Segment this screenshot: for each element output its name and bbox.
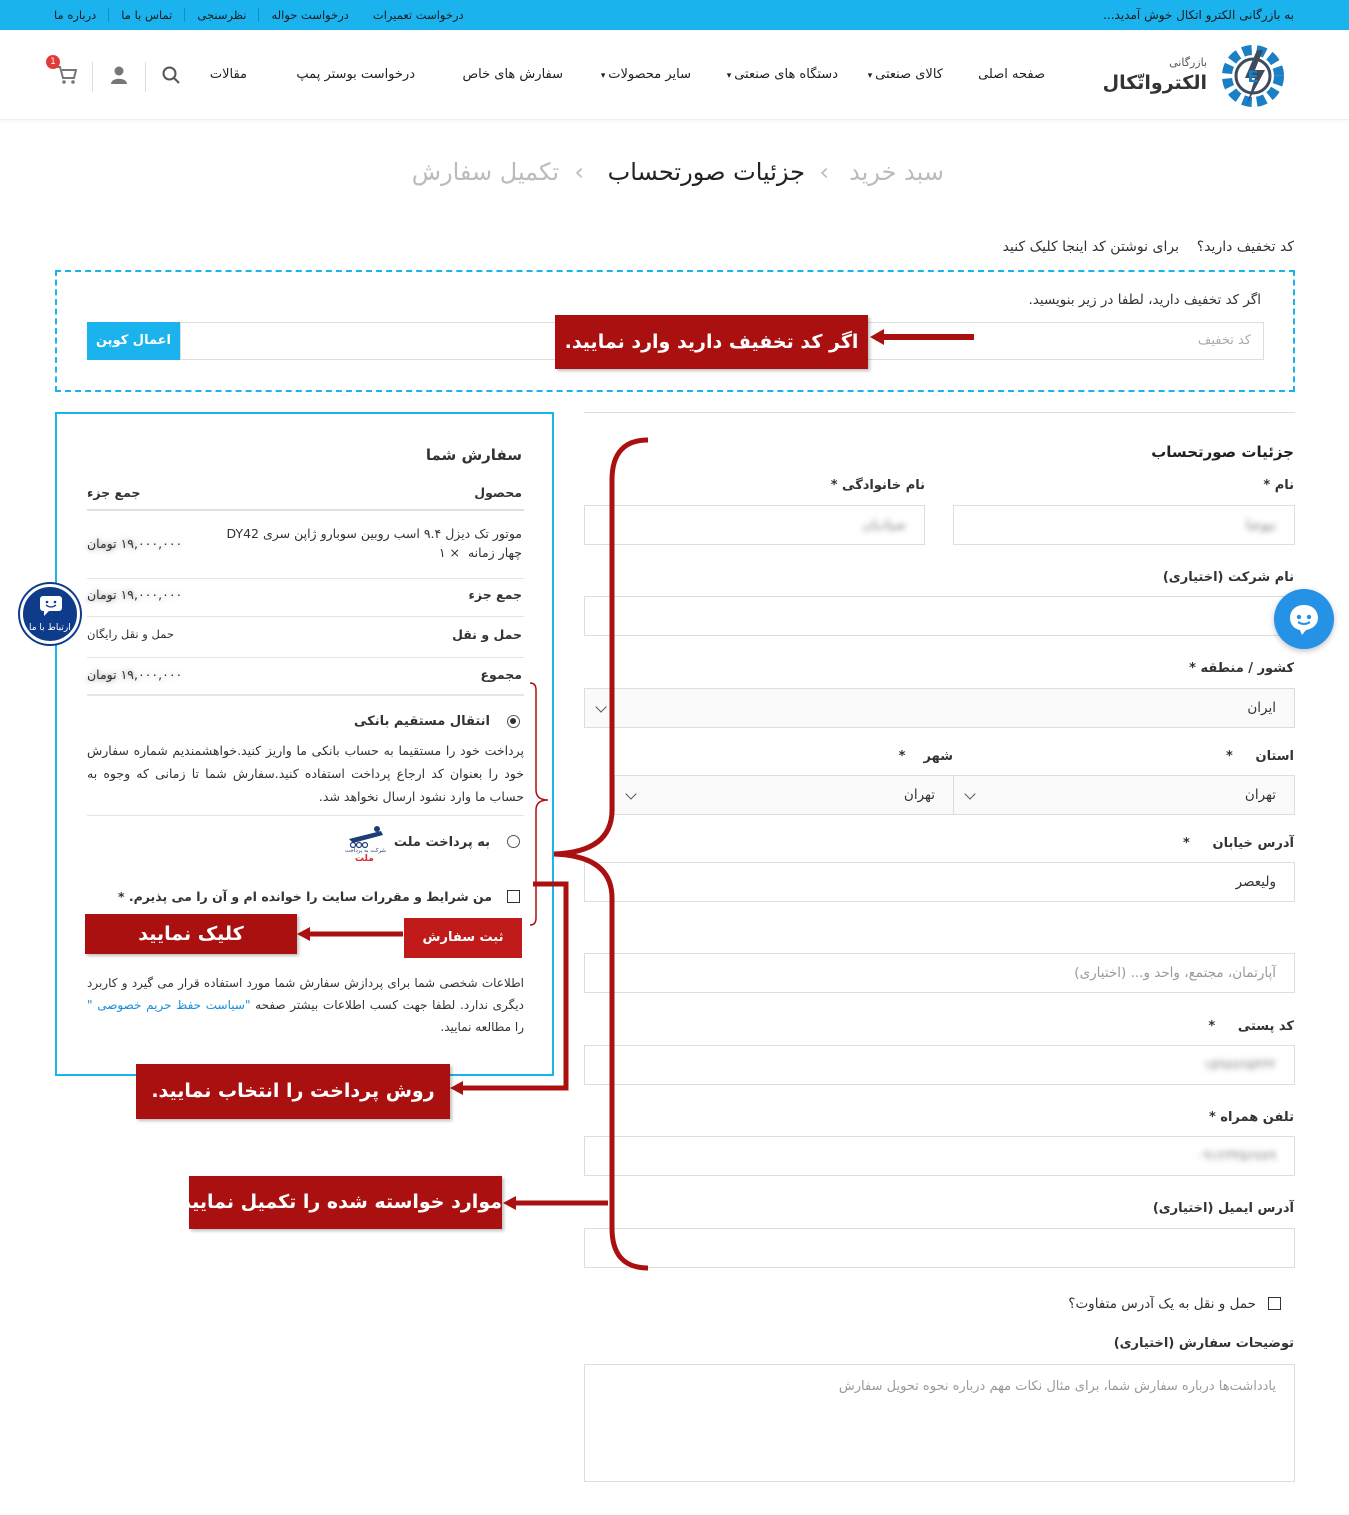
chat-bubble-icon xyxy=(39,595,63,617)
row-divider xyxy=(87,657,524,658)
cart-icon[interactable] xyxy=(56,65,78,85)
mellat-radio[interactable] xyxy=(507,835,520,848)
nav-industrial-devices[interactable] xyxy=(727,67,838,82)
brand-subtitle: بازرگانی xyxy=(1169,56,1207,69)
email-field[interactable] xyxy=(584,1228,1295,1268)
contact-us-widget[interactable] xyxy=(20,584,80,644)
row-divider xyxy=(87,815,524,816)
first-name-field[interactable] xyxy=(953,505,1295,545)
phone-value: ۰۹۱۲۳۴۵۶۷۸۹ xyxy=(1196,1148,1276,1164)
shipping-value: حمل و نقل رایگان xyxy=(87,627,174,641)
product-qty: × ۱ xyxy=(438,545,461,560)
chevron-down-icon xyxy=(595,701,606,712)
bank-transfer-label[interactable]: انتقال مستقیم بانکی xyxy=(353,714,490,729)
required-mark: * xyxy=(830,478,838,493)
country-value: ایران xyxy=(1247,700,1276,716)
annotation-fields: موارد خواسته شده را تکمیل نمایید xyxy=(189,1176,502,1229)
apply-coupon-button[interactable]: اعمال کوپن xyxy=(87,322,180,360)
site-logo[interactable] xyxy=(1102,40,1289,112)
nav-industrial-goods-label: کالای صنعتی xyxy=(875,67,943,82)
country-label xyxy=(1189,661,1294,676)
chevron-down-icon: ▾ xyxy=(726,71,735,81)
nav-articles[interactable]: مقالات xyxy=(209,67,247,82)
privacy-policy-link[interactable]: "سیاست حفظ حریم خصوصی " xyxy=(87,998,251,1012)
email-label: آدرس ایمیل (اختیاری) xyxy=(1152,1201,1294,1216)
annotation-click: کلیک نمایید xyxy=(85,914,297,954)
coupon-input[interactable]: کد تخفیف xyxy=(180,322,1264,360)
privacy-text: اطلاعات شخصی شما برای پردازش سفارش شما مورد استفاده قرار می گیرد و کاربرد دیگری ندارد. لطفا جهت کسب اطلاعات بیشتر صفحه xyxy=(87,976,524,1012)
coupon-toggle-link[interactable]: برای نوشتن کد اینجا کلیک کنید xyxy=(1002,239,1179,255)
state-label xyxy=(1226,749,1294,764)
subtotal-value: ۱۹,۰۰۰,۰۰۰ تومان xyxy=(87,587,183,602)
order-header-divider xyxy=(87,509,524,511)
state-value: تهران xyxy=(1244,787,1276,803)
breadcrumb-separator: › xyxy=(574,158,584,186)
row-divider xyxy=(87,578,524,579)
ship-different-label: حمل و نقل به یک آدرس متفاوت؟ xyxy=(1068,1296,1256,1312)
street-label xyxy=(1183,836,1294,851)
top-links xyxy=(42,8,476,22)
state-select[interactable] xyxy=(953,775,1295,815)
section-divider xyxy=(584,412,1295,413)
total-label: مجموع xyxy=(480,667,522,682)
breadcrumb-complete: تکمیل سفارش xyxy=(411,158,559,186)
chevron-down-icon: ▾ xyxy=(867,71,876,81)
product-name-line2 xyxy=(439,545,522,560)
col-subtotal: جمع جزء xyxy=(87,485,141,500)
required-mark: * xyxy=(1263,478,1271,493)
last-name-field[interactable] xyxy=(584,505,925,545)
bank-transfer-radio[interactable] xyxy=(507,715,520,728)
required-mark: * xyxy=(1183,836,1190,851)
header-divider xyxy=(92,62,93,92)
user-icon[interactable] xyxy=(109,65,129,85)
total-value: ۱۹,۰۰۰,۰۰۰ تومان xyxy=(87,667,183,682)
fields-arrowhead xyxy=(503,1196,516,1210)
country-select[interactable] xyxy=(584,688,1295,728)
gear-logo-icon xyxy=(1217,40,1289,112)
company-label: نام شرکت (اختیاری) xyxy=(1162,570,1294,585)
bank-transfer-description: پرداخت خود را مستقیما به حساب بانکی ما واریز کنید.خواهشمندیم شماره سفارش خود را بعنوان کد ارجاع پرداخت استفاده کنید.سفارش شما تا زمانی که وجوه به حساب ما وارد نشود ارسال نخواهد شد. xyxy=(87,743,524,804)
last-name-value: صیادیان xyxy=(862,517,906,533)
row-divider xyxy=(87,694,524,696)
phone-label-text: تلفن همراه xyxy=(1220,1110,1294,1125)
terms-label xyxy=(118,889,492,904)
city-select[interactable] xyxy=(614,775,953,815)
privacy-notice xyxy=(87,972,524,1038)
nav-industrial-goods[interactable] xyxy=(868,67,943,82)
city-label-text: شهر xyxy=(923,749,953,764)
nav-booster-pump[interactable]: درخواست بوستر پمپ xyxy=(296,67,415,82)
nav-other-products[interactable] xyxy=(601,67,691,82)
last-name-label xyxy=(831,478,925,493)
nav-other-products-label: سایر محصولات xyxy=(608,67,691,82)
top-link-repair-request[interactable]: درخواست تعمیرات xyxy=(372,8,464,22)
first-name-label xyxy=(1263,478,1294,493)
street-field[interactable]: ولیعصر xyxy=(584,862,1295,902)
breadcrumb-cart[interactable]: سبد خرید xyxy=(849,158,944,186)
welcome-text: به بازرگانی الکترو اتکال خوش آمدید... xyxy=(1103,8,1294,22)
required-mark: * xyxy=(117,889,125,904)
street-label-text: آدرس خیابان xyxy=(1212,836,1294,851)
top-link-contact[interactable]: تماس با ما xyxy=(108,8,184,22)
product-price: ۱۹,۰۰۰,۰۰۰ تومان xyxy=(87,536,183,551)
mellat-logo-caption: شرکت به پرداخت xyxy=(345,848,386,854)
col-product: محصول xyxy=(474,485,522,500)
annotation-payment: روش پرداخت را انتخاب نمایید. xyxy=(136,1064,450,1119)
nav-industrial-devices-label: دستگاه های صنعتی xyxy=(734,67,838,82)
country-label-text: کشور / منطقه xyxy=(1200,661,1294,676)
required-mark: * xyxy=(1189,661,1196,676)
city-label xyxy=(899,749,953,764)
chat-face-icon xyxy=(1287,602,1321,636)
notes-label: توضیحات سفارش (اختیاری) xyxy=(1113,1336,1294,1351)
postcode-label xyxy=(1208,1019,1294,1034)
cart-count-badge: 1 xyxy=(46,55,60,69)
top-link-transfer-request[interactable]: درخواست حواله xyxy=(258,8,360,22)
mellat-label[interactable]: به پرداخت ملت xyxy=(393,835,490,850)
nav-home[interactable]: صفحه اصلی xyxy=(978,67,1045,82)
postcode-field[interactable] xyxy=(584,1045,1295,1085)
annotation-coupon: اگر کد تخفیف دارید وارد نمایید. xyxy=(555,315,868,369)
required-mark: * xyxy=(898,749,906,764)
row-divider xyxy=(87,616,524,617)
coupon-hint: اگر کد تخفیف دارید، لطفا در زیر بنویسید. xyxy=(1028,292,1261,308)
privacy-end: را مطالعه نمایید. xyxy=(440,1020,524,1034)
brand-name: الکترواتّکال xyxy=(1102,72,1207,94)
ship-different-checkbox[interactable] xyxy=(1268,1297,1281,1310)
payment-arrowhead xyxy=(450,1081,463,1095)
product-name-line2-text: چهار زمانه xyxy=(467,545,522,560)
chevron-down-icon xyxy=(625,788,636,799)
mellat-logo-text: ملت xyxy=(355,854,374,864)
coupon-question-text: کد تخفیف دارید؟ xyxy=(1196,239,1294,255)
nav-special-orders[interactable]: سفارش های خاص xyxy=(462,67,563,82)
shipping-label: حمل و نقل xyxy=(452,627,522,642)
breadcrumb-billing: جزئیات صورتحساب xyxy=(607,158,805,186)
postcode-value: ۱۵۹۸۷۶۵۴۳۲ xyxy=(1203,1057,1276,1073)
order-summary-panel xyxy=(55,412,554,1076)
chevron-down-icon: ▾ xyxy=(600,71,609,81)
last-name-label-text: نام خانوادگی xyxy=(842,478,925,493)
header-divider xyxy=(145,62,146,92)
mellat-logo xyxy=(343,823,387,865)
apartment-field[interactable]: آپارتمان، مجتمع، واحد و... (اختیاری) xyxy=(584,953,1295,993)
required-mark: * xyxy=(1208,1019,1216,1034)
search-icon[interactable] xyxy=(161,65,181,85)
chevron-down-icon xyxy=(964,788,975,799)
billing-title: جزئیات صورتحساب xyxy=(1151,443,1294,461)
company-field[interactable] xyxy=(584,596,1295,636)
contact-us-label: ارتباط با ما xyxy=(29,623,71,633)
first-name-label-text: نام xyxy=(1274,478,1294,493)
required-mark: * xyxy=(1226,749,1233,764)
svg-text:E: E xyxy=(1247,67,1259,86)
breadcrumb-separator: › xyxy=(819,158,829,186)
first-name-value: نیوشا xyxy=(1245,517,1276,533)
state-label-text: استان xyxy=(1255,749,1294,764)
top-bar xyxy=(0,0,1349,30)
terms-checkbox[interactable] xyxy=(507,890,520,903)
mellat-logo-icon xyxy=(343,823,387,849)
product-name: موتور تک دیزل ۹.۴ اسب روبین سوبارو ژاپن سری DY42 xyxy=(226,526,522,541)
order-notes-textarea[interactable]: یادداشت‌ها درباره سفارش شما، برای مثال نکات مهم درباره نحوه تحویل سفارش xyxy=(584,1364,1295,1482)
place-order-button[interactable]: ثبت سفارش xyxy=(404,918,522,958)
top-link-about[interactable]: درباره ما xyxy=(54,8,97,22)
city-value: تهران xyxy=(903,787,935,803)
required-mark: * xyxy=(1208,1110,1216,1125)
site-header xyxy=(0,30,1349,120)
phone-label xyxy=(1209,1110,1294,1125)
live-chat-button[interactable] xyxy=(1274,589,1334,649)
subtotal-label: جمع جزء xyxy=(468,587,522,602)
postcode-label-text: کد پستی xyxy=(1237,1019,1294,1034)
order-title: سفارش شما xyxy=(425,446,522,464)
coupon-question xyxy=(1003,239,1294,255)
terms-label-text: من شرایط و مقررات سایت را خوانده ام و آن را می پذیرم. xyxy=(128,889,492,904)
phone-field[interactable] xyxy=(584,1136,1295,1176)
top-link-survey[interactable]: نظرسنجی xyxy=(184,8,258,22)
